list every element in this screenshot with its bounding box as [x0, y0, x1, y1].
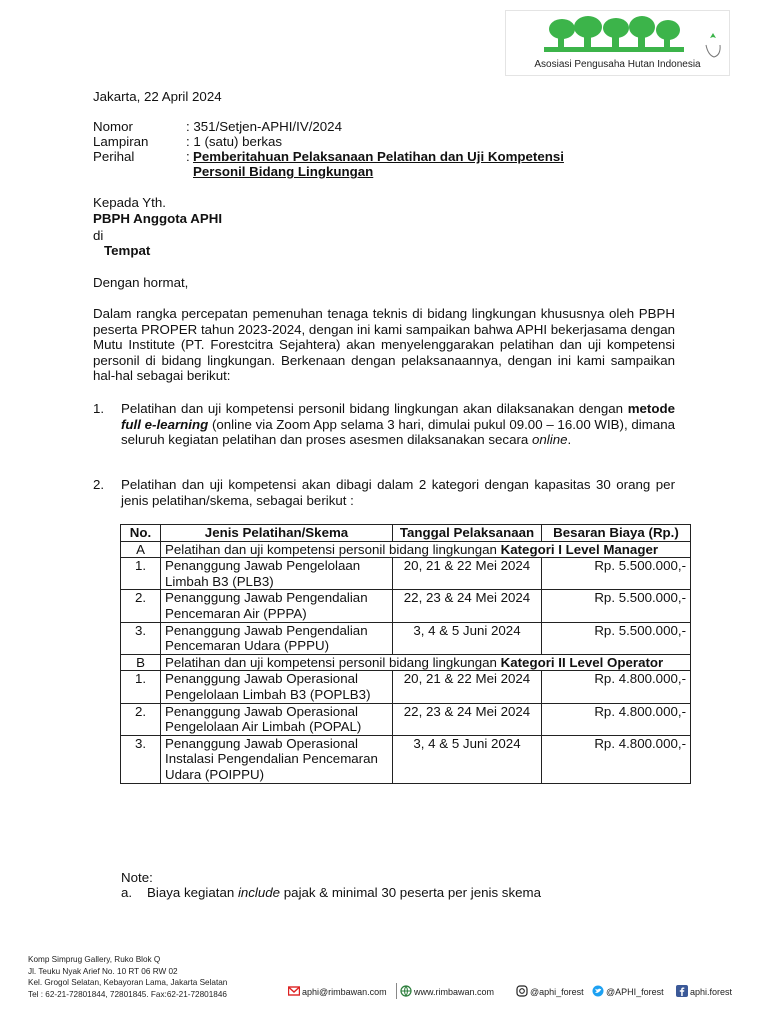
perihal-label: Perihal — [93, 149, 135, 164]
row-skema: Penanggung Jawab Pengendalian Pencemaran Air (PPPA) — [161, 590, 393, 622]
item1-part-c: full e-learning — [121, 416, 209, 432]
row-skema: Penanggung Jawab Operasional Pengelolaan Air Limbah (POPAL) — [161, 703, 393, 735]
item1-part-a: Pelatihan dan uji kompetensi personil bidang lingkungan akan dilaksanakan dengan — [121, 401, 624, 416]
tree-logo-graphic — [544, 15, 694, 59]
row-no: 2. — [121, 590, 161, 622]
footer-twitter[interactable] — [592, 985, 664, 997]
category-description — [161, 654, 691, 671]
note-a-part1: Biaya kegiatan — [147, 885, 235, 900]
row-no: 1. — [121, 671, 161, 703]
footer-address — [28, 954, 227, 1000]
footer-instagram[interactable] — [516, 985, 584, 997]
recipient: PBPH Anggota APHI — [93, 211, 223, 226]
category-code: B — [121, 654, 161, 671]
category-row-b — [121, 654, 691, 671]
globe-icon — [400, 985, 412, 997]
org-name: Asosiasi Pengusaha Hutan Indonesia — [534, 59, 701, 70]
category-level: Kategori II Level Operator — [500, 654, 664, 670]
row-skema: Penanggung Jawab Pengendalian Pencemaran Udara (PPPU) — [161, 622, 393, 654]
item2-text: Pelatihan dan uji kompetensi akan dibagi dalam 2 kategori dengan kapasitas 30 orang per jenis pelatihan/skema, sebagai berikut : — [121, 477, 675, 508]
kepada: Kepada Yth. — [93, 195, 166, 210]
item1-part-e: online — [532, 432, 568, 448]
org-logo — [505, 10, 730, 76]
address-line: Komp Simprug Gallery, Ruko Blok Q — [28, 955, 161, 964]
category-row-a — [121, 541, 691, 558]
table-row — [121, 590, 691, 622]
category-description — [161, 541, 691, 558]
instagram-text[interactable]: @aphi_forest — [530, 987, 584, 997]
greeting: Dengan hormat, — [93, 275, 189, 290]
row-tanggal: 22, 23 & 24 Mei 2024 — [393, 703, 542, 735]
hand-leaf-icon — [702, 31, 724, 59]
row-tanggal: 20, 21 & 22 Mei 2024 — [393, 671, 542, 703]
header-tanggal: Tanggal Pelaksanaan — [393, 525, 542, 542]
note-a-number: a. — [121, 885, 133, 900]
row-tanggal: 22, 23 & 24 Mei 2024 — [393, 590, 542, 622]
email-text[interactable]: aphi@rimbawan.com — [302, 987, 387, 997]
perihal-colon: : — [186, 149, 190, 164]
row-skema: Penanggung Jawab Pengelolaan Limbah B3 (PLB3) — [161, 558, 393, 590]
tempat: Tempat — [104, 243, 151, 258]
category-text: Pelatihan dan uji kompetensi personil bidang lingkungan — [165, 654, 497, 670]
table-header-row — [121, 525, 691, 542]
web-text[interactable]: www.rimbawan.com — [414, 987, 495, 997]
row-tanggal: 20, 21 & 22 Mei 2024 — [393, 558, 542, 590]
row-skema: Penanggung Jawab Operasional Pengelolaan Limbah B3 (POPLB3) — [161, 671, 393, 703]
table-row — [121, 735, 691, 783]
mail-icon — [288, 985, 300, 997]
lampiran-label: Lampiran — [93, 134, 149, 149]
category-code: A — [121, 541, 161, 558]
training-schedule-table — [120, 524, 691, 784]
note-a-part2: include — [237, 885, 281, 900]
table-row — [121, 671, 691, 703]
perihal-line1: Pemberitahuan Pelaksanaan Pelatihan dan Uji Kompetensi — [193, 149, 564, 164]
footer-facebook[interactable] — [676, 985, 732, 997]
table-row — [121, 558, 691, 590]
row-biaya: Rp. 4.800.000,- — [542, 671, 691, 703]
facebook-icon — [676, 985, 688, 997]
di: di — [93, 228, 104, 243]
instagram-icon — [516, 985, 528, 997]
row-no: 3. — [121, 735, 161, 783]
row-skema: Penanggung Jawab Operasional Instalasi Pengendalian Pencemaran Udara (POIPPU) — [161, 735, 393, 783]
place-date: Jakarta, 22 April 2024 — [93, 89, 222, 104]
twitter-text[interactable]: @APHI_forest — [606, 987, 664, 997]
row-biaya: Rp. 5.500.000,- — [542, 622, 691, 654]
header-no: No. — [121, 525, 161, 542]
row-biaya: Rp. 4.800.000,- — [542, 735, 691, 783]
row-biaya: Rp. 4.800.000,- — [542, 703, 691, 735]
item1-text — [121, 401, 675, 448]
item1-part-f: . — [567, 432, 572, 448]
category-text: Pelatihan dan uji kompetensi personil bidang lingkungan — [165, 541, 497, 557]
row-no: 1. — [121, 558, 161, 590]
category-level: Kategori I Level Manager — [500, 541, 659, 557]
nomor-label: Nomor — [93, 119, 133, 134]
footer-web[interactable] — [400, 985, 494, 997]
facebook-text[interactable]: aphi.forest — [690, 987, 733, 997]
header-biaya: Besaran Biaya (Rp.) — [542, 525, 691, 542]
item1-part-b: metode — [627, 401, 675, 416]
item1-number: 1. — [93, 401, 105, 416]
nomor-value: : 351/Setjen-APHI/IV/2024 — [186, 119, 342, 134]
footer-email[interactable] — [288, 985, 387, 997]
row-no: 3. — [121, 622, 161, 654]
item1-part-d: (online via Zoom App selama 3 hari, dimulai pukul 09.00 – 16.00 WIB), dimana seluruh kegiatan pelatihan dan proses asesmen dilaksanakan secara — [121, 416, 676, 448]
note-label: Note: — [121, 870, 153, 885]
table-row — [121, 703, 691, 735]
footer-divider — [396, 983, 397, 999]
row-biaya: Rp. 5.500.000,- — [542, 590, 691, 622]
lampiran-value: : 1 (satu) berkas — [186, 134, 283, 149]
note-a-part3: pajak & minimal 30 peserta per jenis skema — [283, 885, 541, 900]
row-tanggal: 3, 4 & 5 Juni 2024 — [393, 622, 542, 654]
row-no: 2. — [121, 703, 161, 735]
row-tanggal: 3, 4 & 5 Juni 2024 — [393, 735, 542, 783]
table-row — [121, 622, 691, 654]
header-skema: Jenis Pelatihan/Skema — [161, 525, 393, 542]
twitter-icon — [592, 985, 604, 997]
row-biaya: Rp. 5.500.000,- — [542, 558, 691, 590]
note-a-text — [147, 885, 541, 901]
address-line: Tel : 62-21-72801844, 72801845. Fax:62-21-72801846 — [28, 989, 227, 999]
perihal-line2: Personil Bidang Lingkungan — [193, 164, 374, 179]
item2-number: 2. — [93, 477, 105, 492]
intro-paragraph: Dalam rangka percepatan pemenuhan tenaga teknis di bidang lingkungan khususnya oleh PBPH peserta PROPER tahun 2023-2024, dengan ini kami sampaikan bahwa APHI bekerjasama dengan Mutu Institute (PT. Forestcitra Sejahtera) akan menyelenggarakan pelatihan dan uji kompetensi personil di bidang lingkungan. Berkenaan dengan pelaksanaannya, dengan ini kami sampaikan hal-hal sebagai berikut: — [93, 306, 675, 384]
address-line: Jl. Teuku Nyak Arief No. 10 RT 06 RW 02 — [28, 966, 178, 976]
address-line: Kel. Grogol Selatan, Kebayoran Lama, Jakarta Selatan — [28, 978, 228, 987]
